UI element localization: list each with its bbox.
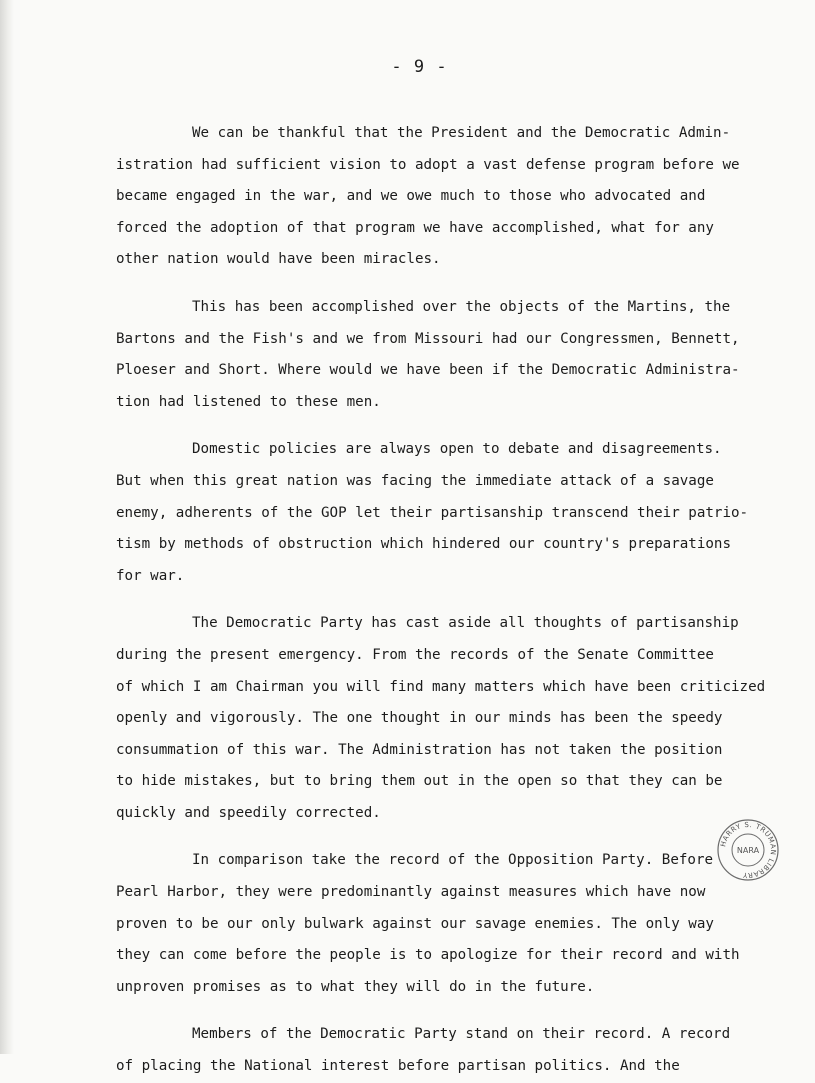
text-line: tism by methods of obstruction which hindered our country's preparations — [116, 536, 731, 553]
text-line: But when this great nation was facing the immediate attack of a savage — [116, 472, 714, 489]
text-line: In comparison take the record of the Opposition Party. Before — [192, 852, 714, 869]
page-edge-shadow — [0, 0, 14, 1054]
text-line: tion had listened to these men. — [116, 393, 381, 410]
paragraph-6 — [116, 1019, 806, 1082]
text-line: for war. — [116, 567, 185, 584]
text-line: forced the adoption of that program we have accomplished, what for any — [116, 219, 714, 236]
text-line: unproven promises as to what they will do in the future. — [116, 978, 595, 995]
stamp-inner-text: NARA — [736, 846, 760, 855]
paragraph-2 — [116, 292, 806, 418]
text-line: other nation would have been miracles. — [116, 251, 441, 268]
stamp-outer-text: HARRY S. TRUMAN LIBRARY — [719, 820, 778, 880]
paragraph-5 — [116, 845, 806, 1003]
paragraph-3 — [116, 434, 806, 592]
text-line: proven to be our only bulwark against our savage enemies. The only way — [116, 915, 714, 932]
text-line: became engaged in the war, and we owe much to those who advocated and — [116, 188, 706, 205]
text-line: istration had sufficient vision to adopt a vast defense program before we — [116, 156, 740, 173]
text-line: Domestic policies are always open to debate and disagreements. — [192, 441, 722, 458]
text-line: This has been accomplished over the objects of the Martins, the — [192, 298, 731, 315]
text-line: of placing the National interest before partisan politics. And the — [116, 1058, 680, 1075]
text-line: Members of the Democratic Party stand on their record. A record — [192, 1026, 731, 1043]
text-line: to hide mistakes, but to bring them out in the open so that they can be — [116, 773, 723, 790]
page-number: - 9 - — [391, 57, 448, 77]
text-line: enemy, adherents of the GOP let their partisanship transcend their patrio- — [116, 504, 749, 521]
text-line: Pearl Harbor, they were predominantly against measures which have now — [116, 884, 706, 901]
text-line: Bartons and the Fish's and we from Missouri had our Congressmen, Bennett, — [116, 330, 740, 347]
paragraph-4 — [116, 608, 806, 829]
text-line: We can be thankful that the President and the Democratic Admin- — [192, 125, 731, 141]
document-body — [116, 118, 806, 1083]
text-line: Ploeser and Short. Where would we have been if the Democratic Administra- — [116, 362, 740, 379]
text-line: during the present emergency. From the records of the Senate Committee — [116, 646, 714, 663]
text-line: of which I am Chairman you will find many matters which have been criticized — [116, 678, 766, 695]
text-line: The Democratic Party has cast aside all thoughts of partisanship — [192, 615, 739, 632]
text-line: consummation of this war. The Administration has not taken the position — [116, 741, 723, 758]
text-line: they can come before the people is to apologize for their record and with — [116, 947, 740, 964]
text-line: quickly and speedily corrected. — [116, 804, 381, 821]
truman-library-stamp — [716, 818, 780, 882]
text-line: openly and vigorously. The one thought in our minds has been the speedy — [116, 710, 723, 727]
paragraph-1 — [116, 118, 806, 276]
